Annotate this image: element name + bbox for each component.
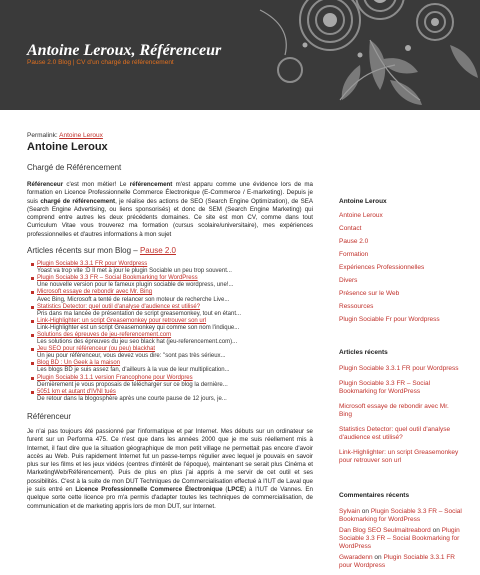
site-header <box>0 0 480 110</box>
sidebar-heading: Antoine Leroux <box>339 198 387 205</box>
bullet-icon <box>31 320 34 323</box>
recent-comments-heading: Commentaires récents <box>339 492 410 499</box>
section-paragraph <box>27 428 313 511</box>
list-item <box>37 318 313 332</box>
comment-item <box>339 554 463 573</box>
intro-text-2: m'est apparu comme une évidence lors de ma formation en Licence Professionnelle Commerce Électronique (E-Commerce / E-marketing). Depuis je suis <box>27 181 313 205</box>
article-excerpt: Dernièrement je vous proposais de télécharger sur ce blog la dernière... <box>37 381 228 388</box>
article-link[interactable]: Solutions des épreuves de jeu-referencement.com <box>37 332 172 339</box>
article-link[interactable]: Jeu SEO pour référenceur (ou peu) blackhat <box>37 346 156 353</box>
permalink <box>27 132 313 139</box>
post-subtitle: Chargé de Référencement <box>27 163 122 172</box>
article-excerpt: Une nouvelle version pour le fameux plugin sociable de wordpress, une!... <box>37 282 234 289</box>
list-item <box>37 346 313 360</box>
recent-article-link[interactable]: Link-Highlighter: un script Greasemonkey pour retrouver son url <box>339 449 459 464</box>
article-excerpt: Un jeu pour référenceur, vous devez vous dire: "sont pas très sérieux... <box>37 353 226 360</box>
recent-articles-sidebar <box>339 365 463 472</box>
recent-articles-heading: Articles récents <box>339 349 388 356</box>
bullet-icon <box>31 291 34 294</box>
sidebar-item[interactable]: Formation <box>339 251 369 258</box>
intro-paragraph <box>27 181 313 239</box>
bullet-icon <box>31 334 34 337</box>
article-excerpt: Les solutions des épreuves du jeu seo black hat (jeu-referencement.com)... <box>37 339 238 346</box>
intro-text-1: c'est mon métier! Le <box>63 181 130 188</box>
sidebar-item[interactable]: Expériences Professionnelles <box>339 264 425 271</box>
section-text-3: ) à l'IUT de Vannes. En quelque sorte cette licence pro m'a permis d'adapter toutes les techniques de commercialisation, de communication et de marketing appris lors de mon DUT, sur Internet. <box>27 486 313 510</box>
sidebar-item[interactable]: Plugin Sociable Fr pour Wordpress <box>339 316 440 323</box>
list-item <box>37 375 313 389</box>
main-content <box>27 132 313 511</box>
bullet-icon <box>31 377 34 380</box>
recent-article-link[interactable]: Microsoft essaye de rebondir avec Mr. Bing <box>339 403 449 418</box>
comment-on: on <box>359 508 371 515</box>
recent-article-link[interactable]: Statistics Detector: quel outil d'analyse d'audience est utilisé? <box>339 426 451 441</box>
site-title[interactable]: Antoine Leroux, Référenceur <box>27 42 222 59</box>
pause-blog-link[interactable]: Pause 2.0 <box>139 246 176 256</box>
comment-post-link[interactable]: Plugin Sociable 3.3 FR – Social Bookmarking for WordPress <box>339 527 460 550</box>
article-excerpt: Link-Highlighter est un script Greasemonkey qui comme son nom l'indique... <box>37 324 240 331</box>
comment-item <box>339 527 463 554</box>
comment-author[interactable]: Gwaradenn <box>339 554 373 561</box>
article-link[interactable]: Plugin Sociable 3.1.1 version Francophone pour Wordpres <box>37 374 193 381</box>
comment-on: on <box>372 554 384 561</box>
article-excerpt: Yoast va trop vite :D Il met à jour le plugin Sociable un peu trop souvent... <box>37 268 232 275</box>
comment-post-link[interactable]: Plugin Sociable 3.3.1 FR pour Wordpress <box>339 554 455 569</box>
intro-bold-2: référencement <box>129 181 173 188</box>
sidebar-item[interactable]: Ressources <box>339 303 374 310</box>
sidebar-item[interactable]: Présence sur le Web <box>339 290 400 297</box>
articles-heading <box>27 246 313 255</box>
sidebar <box>339 198 463 573</box>
intro-bold-3: chargé de référencement <box>40 197 116 205</box>
article-excerpt: Les blogs BD je suis assez fan, d'ailleurs à la vue de leur multiplication... <box>37 367 230 374</box>
bullet-icon <box>31 306 34 309</box>
bullet-icon <box>31 362 34 365</box>
intro-text-3: , je réalise des actions de SEO (Search Engine Optimization), de SEA (Search Engine Advertising, ou liens sponsorisés) et donc de SEM (Search Engine Marketing) qui comprend entre autres les deux précédents domaines. Ce site est mon CV, comme dans tout Curriculum Vitae vous trouverez ma formation (cursus scolaire/universitaire), mes expériences professionnelles et d'autres informations à mon sujet <box>27 197 313 238</box>
recent-articles-list <box>37 261 313 403</box>
list-item <box>37 261 313 275</box>
permalink-link[interactable]: Antoine Leroux <box>59 132 103 139</box>
bullet-icon <box>31 263 34 266</box>
list-item <box>37 360 313 374</box>
recent-article-link[interactable]: Plugin Sociable 3.3.1 FR pour Wordpress <box>339 365 459 372</box>
section-bold-1: Licence Professionnelle Commerce Électronique <box>75 486 223 494</box>
comment-item <box>339 508 463 527</box>
article-excerpt: Pris dans ma lancée de présentation de script greasemonkey, tout en étant... <box>37 310 242 317</box>
article-excerpt: Avec Bing, Microsoft a tenté de relancer son moteur de recherche Live... <box>37 296 230 303</box>
post-title: Antoine Leroux <box>27 141 108 153</box>
sidebar-item[interactable]: Antoine Leroux <box>339 212 383 219</box>
section-text-2: ( <box>222 486 228 494</box>
sidebar-item[interactable]: Pause 2.0 <box>339 238 369 245</box>
article-link[interactable]: Plugin Sociable 3.3.1 FR pour Wordpress <box>37 261 148 268</box>
articles-heading-text: Articles récents sur mon Blog – <box>27 246 138 256</box>
article-link[interactable]: Statistics Detector: quel outil d'analyse d'audience est utilisé? <box>37 303 201 310</box>
bullet-icon <box>31 391 34 394</box>
sidebar-item[interactable]: Contact <box>339 225 362 232</box>
intro-bold-1: Référenceur <box>27 181 64 188</box>
sidebar-item[interactable]: Divers <box>339 277 358 284</box>
article-link[interactable]: Link-Highlighter: un script Greasemonkey pour retrouver son url <box>37 317 207 324</box>
article-link[interactable]: Blog BD : Un Geek à la maison <box>37 360 121 367</box>
list-item <box>37 389 313 403</box>
section-heading: Référenceur <box>27 411 72 421</box>
section-text-1: Je n'ai pas toujours été passionné par l'informatique et par Internet. Mes débuts sur un ordinateur se furent sur un Performa 475. Ce n'est que dans les années 2000 que je me suis réellement mis à Internet, il faut dire que la situation géographique de mon petit village ne permettait pas encore d'avoir accès au Web. Puis rapidement Internet fut un passe-temps régulier avec lequel je pouvais en savoir plus sur les films et les jeux vidéos (centres d'intérêt de l'époque), maintenant se serait plus Cinéma et MarketingWeb/Référencement). Puis de plus en plus j'ai appris à me servir de cet outil et ses possibilités. C'est à la suite de mon DUT Techniques de Commercialisation effectué à l'IUT de Laval que je suis entré en <box>27 427 313 494</box>
floral-ornament-icon <box>220 0 480 110</box>
bullet-icon <box>31 348 34 351</box>
article-link[interactable]: Plugin Sociable 3.3 FR – Social Bookmarking for WordPress <box>37 275 198 282</box>
bullet-icon <box>31 277 34 280</box>
site-description: Pause 2.0 Blog | CV d'un chargé de référencement <box>27 59 174 66</box>
recent-comments-list <box>339 508 463 573</box>
comment-on: on <box>430 527 442 534</box>
list-item <box>37 304 313 318</box>
comment-post-link[interactable]: Plugin Sociable 3.3 FR – Social Bookmarking for WordPress <box>339 508 462 523</box>
comment-author[interactable]: Dan Blog SEO Seulmaitreabord <box>339 527 431 534</box>
sidebar-nav <box>339 212 463 329</box>
article-link[interactable]: Microsoft essaye de rebondir avec Mr. Bing <box>37 289 153 296</box>
permalink-label: Permalink: <box>27 132 58 139</box>
article-link[interactable]: 5051 km et autant d'IVNI tués <box>37 388 116 395</box>
list-item <box>37 289 313 303</box>
section-bold-2: LPCE <box>227 486 244 494</box>
list-item <box>37 275 313 289</box>
article-excerpt: De retour dans la blogosphère après une courte pause de 12 jours, je... <box>37 395 227 402</box>
list-item <box>37 332 313 346</box>
recent-article-link[interactable]: Plugin Sociable 3.3 FR – Social Bookmarking for WordPress <box>339 380 431 395</box>
comment-author[interactable]: Sylvain <box>339 508 360 515</box>
